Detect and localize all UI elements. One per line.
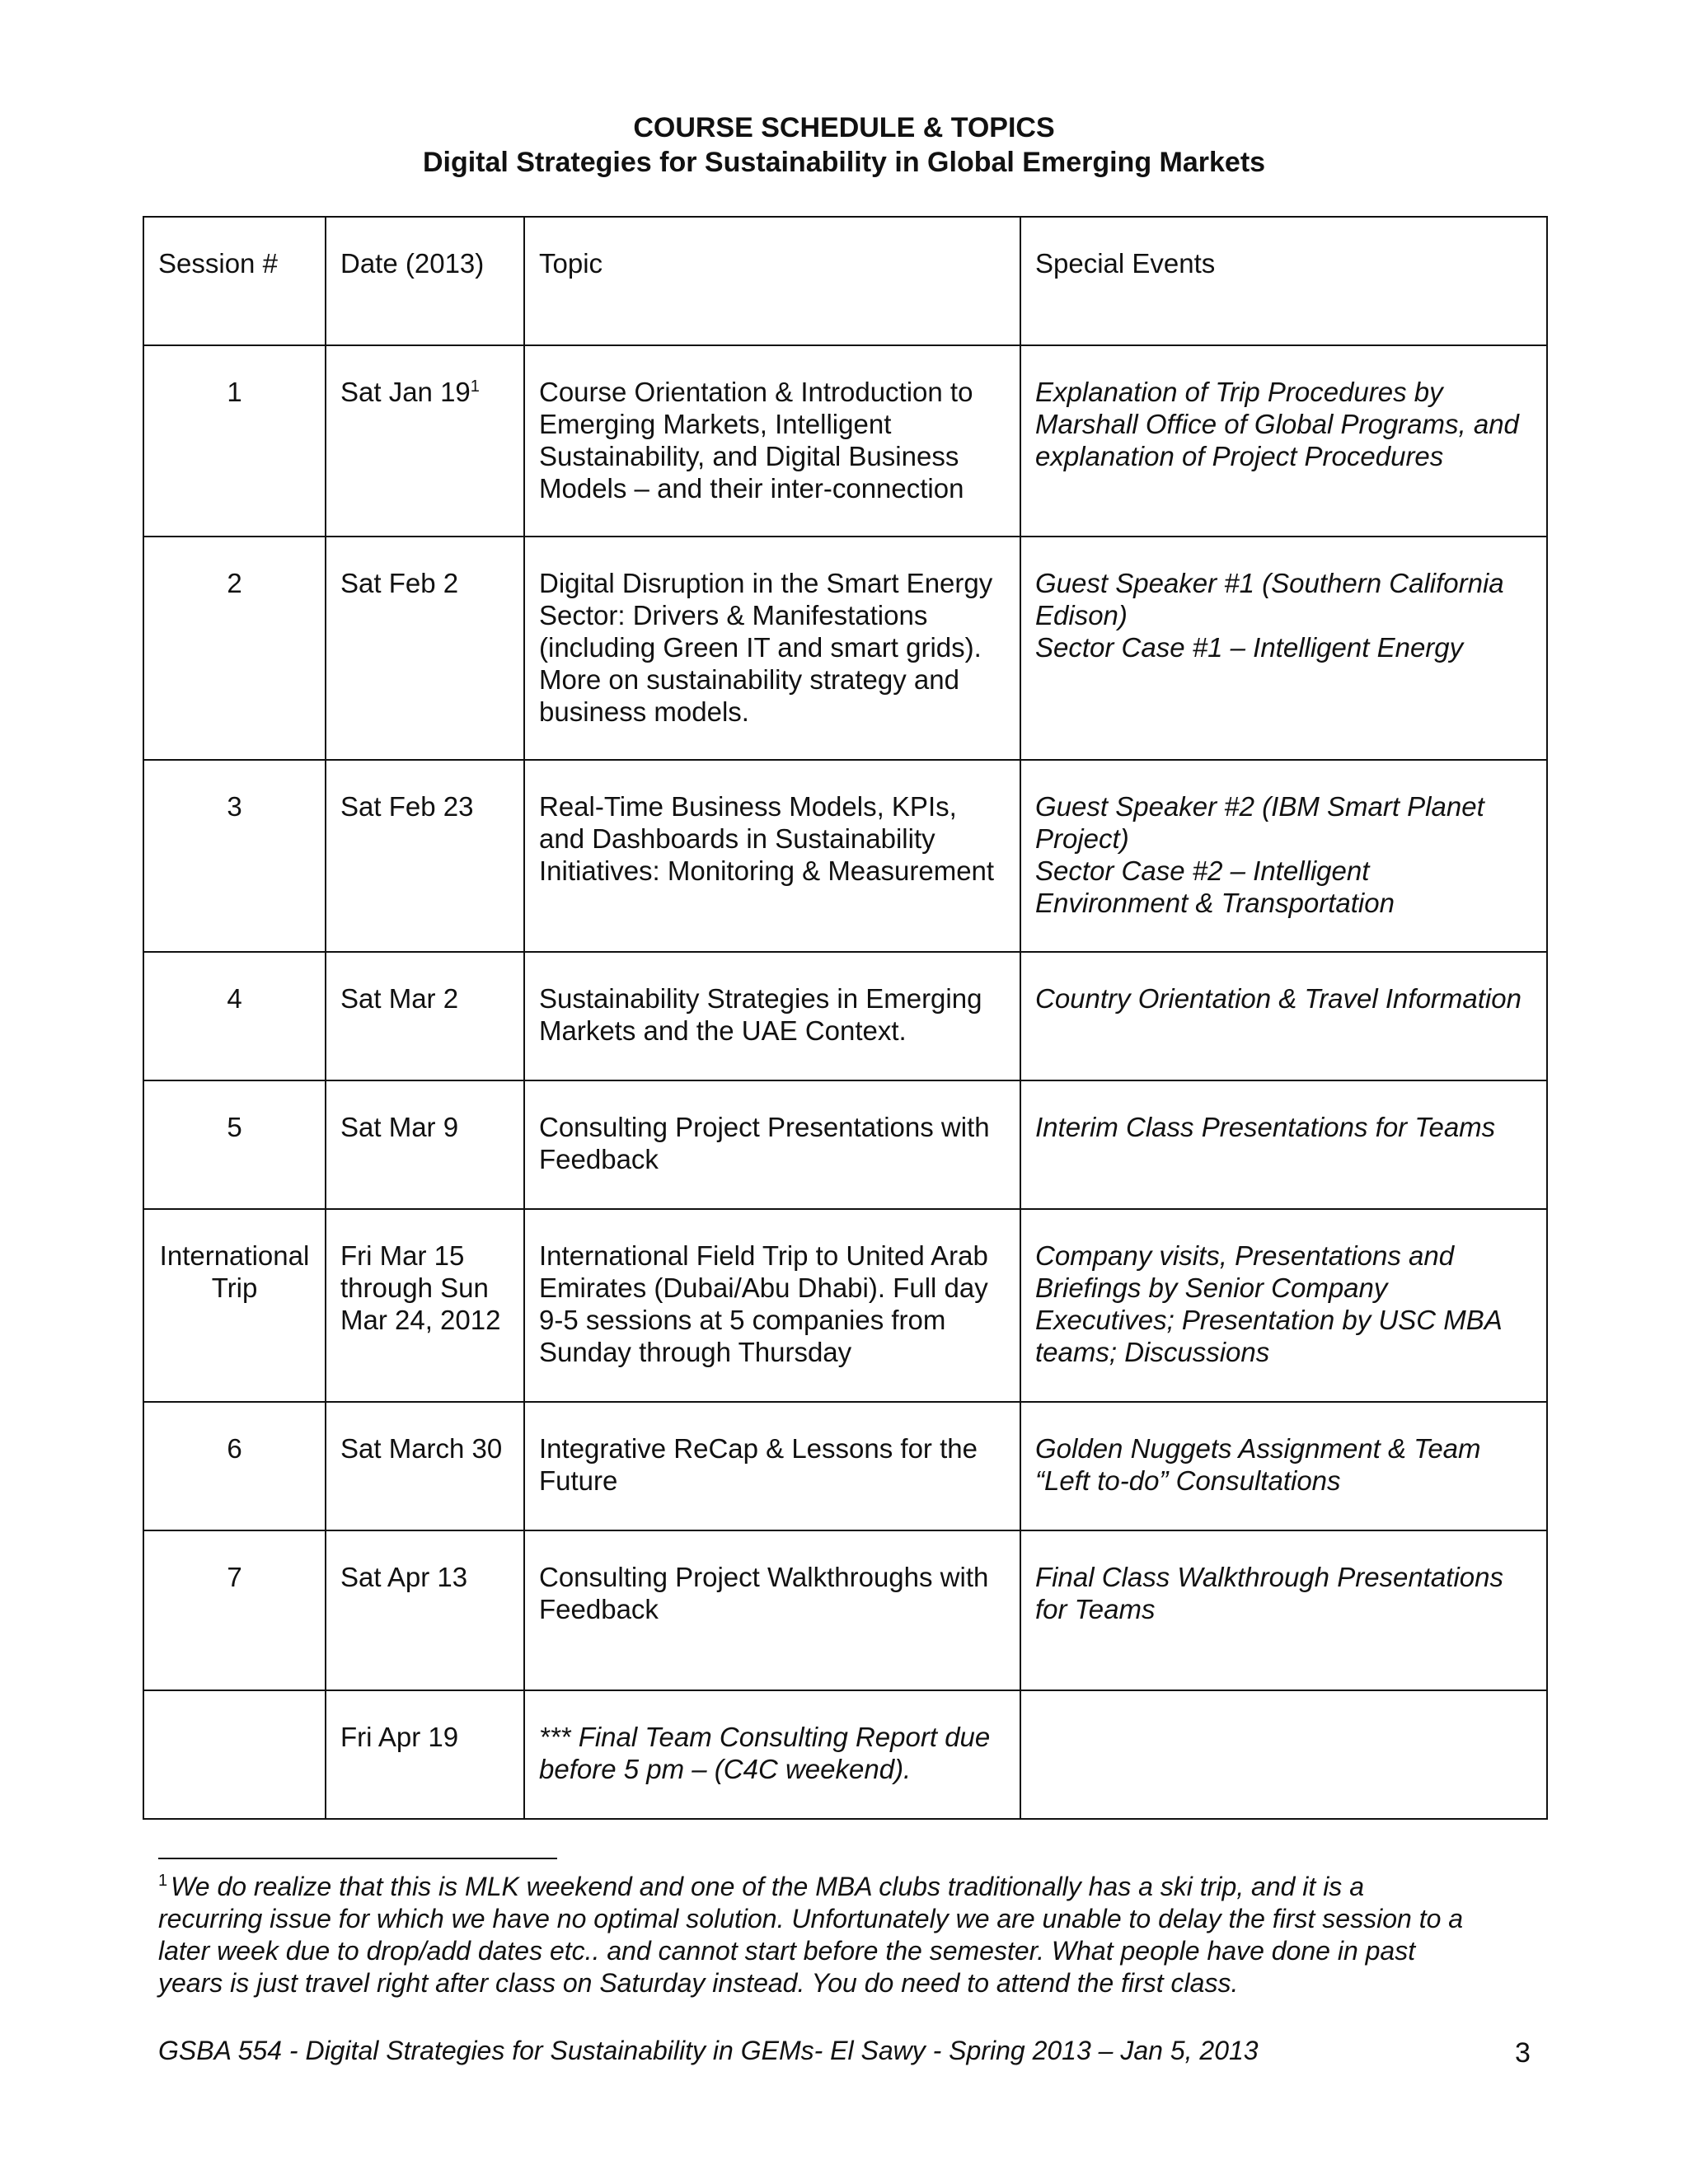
table-row <box>143 1690 1547 1819</box>
footnote-line: later week due to drop/add dates etc.. and cannot start before the semester. What people have done in past <box>158 1936 1416 1966</box>
cell-line: Markets and the UAE Context. <box>539 1015 907 1046</box>
cell-line: Sector: Drivers & Manifestations <box>539 600 928 630</box>
session-cell <box>143 1530 326 1690</box>
session-cell <box>143 1209 326 1402</box>
topic-cell <box>524 537 1020 760</box>
footnote-line: years is just travel right after class on Saturday instead. You do need to attend the first class. <box>158 1968 1239 1998</box>
special-events-cell <box>1020 1402 1547 1530</box>
topic-cell <box>524 345 1020 537</box>
cell-line: (including Green IT and smart grids). <box>539 632 982 663</box>
cell-line: International <box>159 1240 310 1271</box>
cell-line: business models. <box>539 696 749 727</box>
cell-line: Consulting Project Walkthroughs with <box>539 1562 989 1592</box>
cell-line: Course Orientation & Introduction to <box>539 377 973 407</box>
cell-line: Sustainability, and Digital Business <box>539 441 959 471</box>
cell-line: Company visits, Presentations and <box>1035 1240 1455 1271</box>
table-row <box>143 952 1547 1080</box>
cell-line: Future <box>539 1465 618 1496</box>
cell-line: Emirates (Dubai/Abu Dhabi). Full day <box>539 1272 988 1303</box>
cell-line: and Dashboards in Sustainability <box>539 823 935 854</box>
table-row <box>143 537 1547 760</box>
schedule-table <box>143 216 1548 1820</box>
date-cell <box>326 537 524 760</box>
column-header-topic: Topic <box>524 217 1020 345</box>
cell-line: Edison) <box>1035 600 1128 630</box>
cell-line: Environment & Transportation <box>1035 888 1395 918</box>
cell-line: Digital Disruption in the Smart Energy <box>539 568 993 598</box>
special-events-cell <box>1020 537 1547 760</box>
cell-line: 1 <box>227 377 242 407</box>
special-events-cell <box>1020 952 1547 1080</box>
date-cell <box>326 1402 524 1530</box>
date-cell <box>326 1080 524 1209</box>
cell-line: International Field Trip to United Arab <box>539 1240 988 1271</box>
date-cell <box>326 952 524 1080</box>
page-footer: GSBA 554 - Digital Strategies for Sustainability in GEMs- El Sawy - Spring 2013 – Jan 5, 2013 <box>158 2036 1259 2065</box>
session-cell <box>143 1080 326 1209</box>
cell-line: Country Orientation & Travel Information <box>1035 983 1522 1014</box>
cell-line: Briefings by Senior Company <box>1035 1272 1388 1303</box>
cell-line: Marshall Office of Global Programs, and <box>1035 409 1519 439</box>
table-row <box>143 1209 1547 1402</box>
cell-line: Feedback <box>539 1594 659 1624</box>
topic-cell <box>524 1080 1020 1209</box>
page-number: 3 <box>1515 2037 1531 2069</box>
cell-line: teams; Discussions <box>1035 1337 1270 1367</box>
session-cell <box>143 760 326 952</box>
table-row <box>143 1402 1547 1530</box>
page-subtitle: Digital Strategies for Sustainability in Global Emerging Markets <box>422 147 1266 178</box>
topic-cell <box>524 1690 1020 1819</box>
cell-line: Integrative ReCap & Lessons for the <box>539 1433 978 1464</box>
cell-line: Sector Case #1 – Intelligent Energy <box>1035 632 1464 663</box>
table-row <box>143 345 1547 537</box>
cell-line: Mar 24, 2012 <box>340 1305 501 1335</box>
footnote-divider <box>158 1858 557 1859</box>
special-events-cell <box>1020 1209 1547 1402</box>
cell-line: Interim Class Presentations for Teams <box>1035 1112 1496 1142</box>
session-cell <box>143 537 326 760</box>
cell-line: Real-Time Business Models, KPIs, <box>539 791 957 822</box>
footnote-reference: 1 <box>470 377 480 396</box>
topic-cell <box>524 1209 1020 1402</box>
cell-line: “Left to-do” Consultations <box>1035 1465 1341 1496</box>
cell-line: 4 <box>227 983 242 1014</box>
special-events-cell <box>1020 345 1547 537</box>
special-events-cell <box>1020 1080 1547 1209</box>
session-cell <box>143 952 326 1080</box>
special-events-cell <box>1020 1530 1547 1690</box>
cell-line: Emerging Markets, Intelligent <box>539 409 892 439</box>
table-header-row <box>143 217 1547 345</box>
cell-line: Sat Jan 19 <box>340 377 471 407</box>
cell-line: *** Final Team Consulting Report due <box>539 1722 991 1752</box>
special-events-cell <box>1020 1690 1547 1819</box>
column-header-events: Special Events <box>1020 217 1547 345</box>
topic-cell <box>524 760 1020 952</box>
cell-line: Sector Case #2 – Intelligent <box>1035 855 1370 886</box>
topic-cell <box>524 1402 1020 1530</box>
schedule-table-body <box>143 217 1547 1819</box>
cell-line: 6 <box>227 1433 242 1464</box>
cell-line: Guest Speaker #2 (IBM Smart Planet <box>1035 791 1484 822</box>
cell-line: Fri Apr 19 <box>340 1722 459 1752</box>
cell-line: Feedback <box>539 1144 659 1174</box>
date-cell <box>326 1690 524 1819</box>
topic-cell <box>524 1530 1020 1690</box>
cell-line: 7 <box>227 1562 242 1592</box>
cell-line: Guest Speaker #1 (Southern California <box>1035 568 1504 598</box>
cell-line: for Teams <box>1035 1594 1156 1624</box>
cell-line: Trip <box>211 1272 258 1303</box>
cell-line: Sunday through Thursday <box>539 1337 852 1367</box>
cell-line: Fri Mar 15 <box>340 1240 465 1271</box>
cell-line: Golden Nuggets Assignment & Team <box>1035 1433 1481 1464</box>
column-header-session: Session # <box>143 217 326 345</box>
date-cell <box>326 345 524 537</box>
cell-line: Project) <box>1035 823 1129 854</box>
cell-line: 3 <box>227 791 242 822</box>
table-row <box>143 1080 1547 1209</box>
cell-line: Sat Mar 2 <box>340 983 459 1014</box>
cell-line: Models – and their inter-connection <box>539 473 964 504</box>
session-cell <box>143 345 326 537</box>
footnote <box>158 1871 1559 1999</box>
cell-line: Executives; Presentation by USC MBA <box>1035 1305 1503 1335</box>
cell-line: Sat Apr 13 <box>340 1562 468 1592</box>
cell-line: Initiatives: Monitoring & Measurement <box>539 855 995 886</box>
cell-line: through Sun <box>340 1272 489 1303</box>
cell-line: 9-5 sessions at 5 companies from <box>539 1305 946 1335</box>
cell-line: Final Class Walkthrough Presentations <box>1035 1562 1503 1592</box>
cell-line: explanation of Project Procedures <box>1035 441 1444 471</box>
table-row <box>143 760 1547 952</box>
cell-line: More on sustainability strategy and <box>539 664 959 695</box>
topic-cell <box>524 952 1020 1080</box>
date-cell <box>326 1530 524 1690</box>
session-cell <box>143 1690 326 1819</box>
cell-line: Sat Mar 9 <box>340 1112 459 1142</box>
cell-line: Consulting Project Presentations with <box>539 1112 990 1142</box>
date-cell <box>326 760 524 952</box>
footnote-line: recurring issue for which we have no optimal solution. Unfortunately we are unable to delay the first session to a <box>158 1904 1464 1933</box>
cell-line: 2 <box>227 568 242 598</box>
cell-line: Sat Feb 2 <box>340 568 459 598</box>
cell-line: Sustainability Strategies in Emerging <box>539 983 982 1014</box>
cell-line: 5 <box>227 1112 242 1142</box>
page-title: COURSE SCHEDULE & TOPICS <box>633 112 1055 143</box>
session-cell <box>143 1402 326 1530</box>
special-events-cell <box>1020 760 1547 952</box>
cell-line: Sat Feb 23 <box>340 791 474 822</box>
cell-line: Sat March 30 <box>340 1433 503 1464</box>
cell-line: before 5 pm – (C4C weekend). <box>539 1754 912 1784</box>
column-header-date: Date (2013) <box>326 217 524 345</box>
footnote-marker: 1 <box>158 1872 168 1891</box>
footnote-line <box>158 1871 1559 1903</box>
cell-line: Explanation of Trip Procedures by <box>1035 377 1443 407</box>
date-cell <box>326 1209 524 1402</box>
table-row <box>143 1530 1547 1690</box>
footnote-text: We do realize that this is MLK weekend and one of the MBA clubs traditionally has a ski trip, and it is a <box>171 1872 1364 1901</box>
